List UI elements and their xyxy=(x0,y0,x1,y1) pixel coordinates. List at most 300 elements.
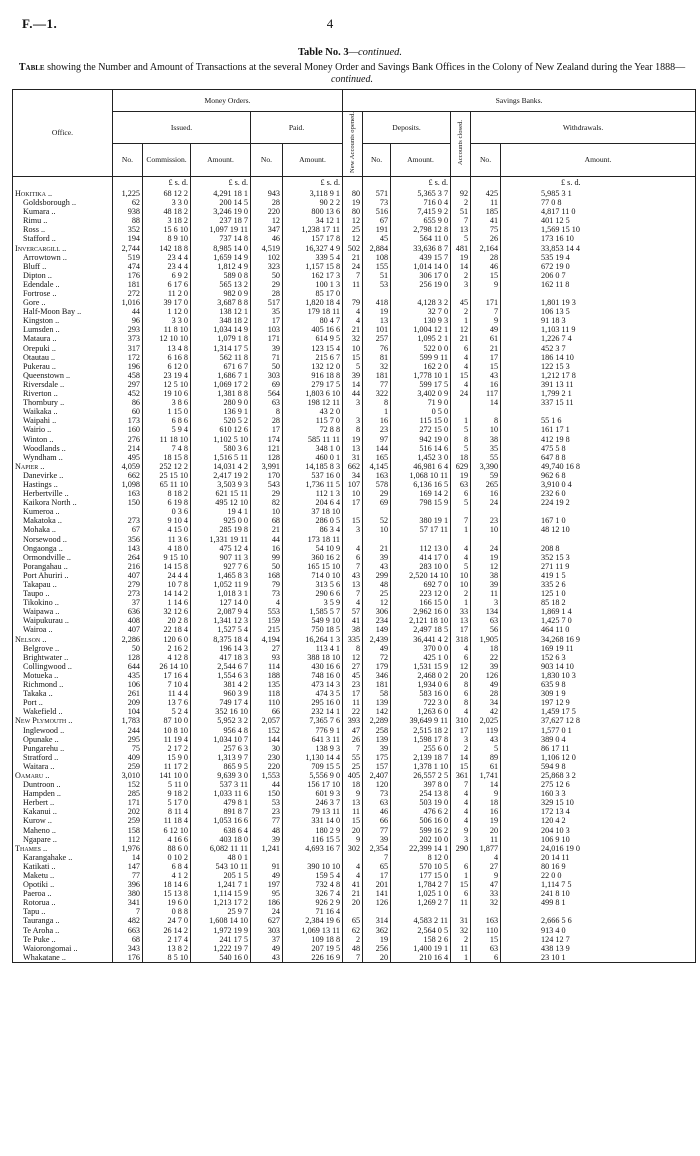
deposits-amount-cell: 476 6 2 xyxy=(391,807,451,816)
deposits-no-cell: 108 xyxy=(363,253,391,262)
paid-amount-cell: 430 16 6 xyxy=(283,662,343,671)
new-accounts-cell: 4 xyxy=(343,862,363,871)
paid-amount-cell: 180 2 9 xyxy=(283,826,343,835)
table-row xyxy=(13,944,696,953)
table-row xyxy=(13,280,696,289)
accounts-closed-cell: 310 xyxy=(451,716,471,725)
commission-cell: 2 17 4 xyxy=(143,935,191,944)
accounts-closed-cell: 2 xyxy=(451,744,471,753)
issued-no-cell: 295 xyxy=(113,735,143,744)
new-accounts-cell: 302 xyxy=(343,844,363,853)
withdrawals-no-cell: 9 xyxy=(471,789,501,798)
commission-cell: 3 18 2 xyxy=(143,216,191,225)
issued-amount-cell: 610 12 6 xyxy=(191,425,251,434)
paid-no-cell: 37 xyxy=(251,935,283,944)
issued-no-cell: 435 xyxy=(113,671,143,680)
withdrawals-amount-cell: 1,106 12 0 xyxy=(501,753,696,762)
paid-amount-cell: 1,130 14 4 xyxy=(283,753,343,762)
issued-no-cell: 150 xyxy=(113,498,143,507)
paid-amount-cell: 1,157 15 8 xyxy=(283,262,343,271)
deposits-no-cell: 19 xyxy=(363,307,391,316)
issued-amount-cell: 5,952 3 2 xyxy=(191,716,251,725)
issued-amount-cell: 381 4 2 xyxy=(191,680,251,689)
commission-cell: 11 18 10 xyxy=(143,435,191,444)
withdrawals-no-cell: 26 xyxy=(471,234,501,243)
withdrawals-no-cell: 1,741 xyxy=(471,771,501,780)
issued-amount-cell: 540 16 0 xyxy=(191,953,251,963)
table-row xyxy=(13,453,696,462)
deposits-amount-cell: 2,139 18 7 xyxy=(391,753,451,762)
withdrawals-amount-cell: 173 16 10 xyxy=(501,234,696,243)
withdrawals-no-cell: 39 xyxy=(471,580,501,589)
issued-no-cell: 261 xyxy=(113,689,143,698)
table-row xyxy=(13,298,696,307)
office-cell: Rimu .. xyxy=(13,216,113,225)
new-accounts-cell: 11 xyxy=(343,807,363,816)
withdrawals-amount-cell: 172 13 4 xyxy=(501,807,696,816)
commission-cell: 9 18 2 xyxy=(143,789,191,798)
issued-no-cell: 67 xyxy=(113,525,143,534)
deposits-no-cell: 165 xyxy=(363,453,391,462)
new-accounts-cell: 12 xyxy=(343,216,363,225)
deposits-no-cell: 346 xyxy=(363,671,391,680)
new-accounts-cell: 12 xyxy=(343,653,363,662)
withdrawals-no-cell: 16 xyxy=(471,807,501,816)
withdrawals-amount-header: Amount. xyxy=(501,144,696,177)
paid-amount-cell: 85 17 0 xyxy=(283,289,343,298)
issued-amount-cell: 2,417 19 2 xyxy=(191,471,251,480)
new-accounts-cell: 14 xyxy=(343,380,363,389)
accounts-closed-cell: 2 xyxy=(451,198,471,207)
paid-no-cell: 4 xyxy=(251,598,283,607)
unit-issued-amount: £ s. d. xyxy=(191,176,251,189)
paid-no-cell: 564 xyxy=(251,389,283,398)
issued-no-cell: 407 xyxy=(113,625,143,634)
withdrawals-amount-cell: 337 15 11 xyxy=(501,398,696,407)
issued-no-cell: 273 xyxy=(113,589,143,598)
issued-no-cell: 458 xyxy=(113,371,143,380)
issued-no-cell: 272 xyxy=(113,289,143,298)
commission-cell: 11 19 4 xyxy=(143,735,191,744)
commission-cell: 11 3 6 xyxy=(143,535,191,544)
paid-amount-cell: 156 17 10 xyxy=(283,780,343,789)
new-accounts-cell: 19 xyxy=(343,435,363,444)
table-row xyxy=(13,380,696,389)
withdrawals-no-cell: 163 xyxy=(471,916,501,925)
paid-amount-cell: 5,556 9 0 xyxy=(283,771,343,780)
accounts-closed-cell: 14 xyxy=(451,262,471,271)
issued-amount-cell: 2,544 6 7 xyxy=(191,662,251,671)
office-cell: Ngapare .. xyxy=(13,835,113,844)
deposits-no-cell: 12 xyxy=(363,598,391,607)
withdrawals-amount-cell: 1,799 2 1 xyxy=(501,389,696,398)
new-accounts-cell: 20 xyxy=(343,898,363,907)
deposits-amount-cell: 380 19 1 xyxy=(391,516,451,525)
withdrawals-no-cell: 38 xyxy=(471,571,501,580)
paid-no-cell: 46 xyxy=(251,234,283,243)
paid-no-cell: 21 xyxy=(251,525,283,534)
paid-amount-cell: 204 6 4 xyxy=(283,498,343,507)
commission-cell: 15 13 8 xyxy=(143,889,191,898)
accounts-closed-cell: 15 xyxy=(451,762,471,771)
withdrawals-amount-cell: 224 19 2 xyxy=(501,498,696,507)
commission-cell: 39 17 0 xyxy=(143,298,191,307)
table-row xyxy=(13,507,696,516)
deposits-no-cell: 163 xyxy=(363,471,391,480)
deposits-amount-cell: 583 16 0 xyxy=(391,689,451,698)
issued-no-cell: 1,225 xyxy=(113,189,143,198)
table-row xyxy=(13,234,696,243)
withdrawals-no-cell: 28 xyxy=(471,253,501,262)
table-row xyxy=(13,598,696,607)
paid-no-cell xyxy=(251,853,283,862)
issued-amount-cell: 8,375 18 4 xyxy=(191,635,251,644)
issued-no-cell: 143 xyxy=(113,544,143,553)
paid-no-cell: 53 xyxy=(251,798,283,807)
paid-no-cell: 8 xyxy=(251,407,283,416)
withdrawals-amount-cell: 962 6 8 xyxy=(501,471,696,480)
accounts-closed-cell: 6 xyxy=(451,653,471,662)
issued-no-cell: 172 xyxy=(113,353,143,362)
deposits-no-cell: 17 xyxy=(363,871,391,880)
deposits-no-cell: 20 xyxy=(363,953,391,963)
deposits-amount-cell: 33,636 8 7 xyxy=(391,244,451,253)
issued-amount-cell: 1,102 5 10 xyxy=(191,435,251,444)
withdrawals-amount-cell: 535 19 4 xyxy=(501,253,696,262)
new-accounts-cell: 17 xyxy=(343,498,363,507)
issued-amount-cell: 621 15 11 xyxy=(191,489,251,498)
accounts-closed-cell: 2 xyxy=(451,271,471,280)
paid-amount-cell: 326 7 4 xyxy=(283,889,343,898)
deposits-no-cell: 141 xyxy=(363,889,391,898)
deposits-no-cell: 13 xyxy=(363,316,391,325)
paid-no-cell: 186 xyxy=(251,898,283,907)
accounts-closed-cell: 51 xyxy=(451,207,471,216)
new-accounts-cell: 7 xyxy=(343,589,363,598)
withdrawals-amount-cell xyxy=(501,907,696,916)
paid-no-cell: 215 xyxy=(251,625,283,634)
commission-cell: 17 16 4 xyxy=(143,671,191,680)
deposits-no-cell: 362 xyxy=(363,926,391,935)
deposits-amount-cell: 283 10 0 xyxy=(391,562,451,571)
commission-cell: 14 15 8 xyxy=(143,562,191,571)
office-cell: Belgrove .. xyxy=(13,644,113,653)
paid-amount-cell: 159 5 4 xyxy=(283,871,343,880)
new-accounts-cell: 48 xyxy=(343,944,363,953)
table-row xyxy=(13,762,696,771)
office-cell: Lumsden .. xyxy=(13,325,113,334)
withdrawals-no-cell: 63 xyxy=(471,616,501,625)
issued-amount-cell: 1,034 10 7 xyxy=(191,735,251,744)
table-row xyxy=(13,680,696,689)
withdrawals-no-cell: 20 xyxy=(471,826,501,835)
commission-cell: 0 8 8 xyxy=(143,907,191,916)
accounts-closed-cell: 14 xyxy=(451,753,471,762)
office-cell: Napier .. xyxy=(13,462,113,471)
office-cell: Thames .. xyxy=(13,844,113,853)
commission-cell: 12 10 10 xyxy=(143,334,191,343)
paid-no-cell: 23 xyxy=(251,807,283,816)
deposits-amount-cell: 1,452 3 0 xyxy=(391,453,451,462)
withdrawals-no-cell: 1,877 xyxy=(471,844,501,853)
issued-amount-cell: 982 0 9 xyxy=(191,289,251,298)
table-row xyxy=(13,726,696,735)
withdrawals-amount-cell: 22 0 0 xyxy=(501,871,696,880)
withdrawals-amount-cell: 206 0 7 xyxy=(501,271,696,280)
commission-cell: 6 12 10 xyxy=(143,826,191,835)
table-title-main: Table No. 3 xyxy=(297,47,349,58)
deposits-amount-cell xyxy=(391,907,451,916)
accounts-closed-cell: 481 xyxy=(451,244,471,253)
withdrawals-no-cell: 33 xyxy=(471,889,501,898)
paid-amount-cell: 748 16 0 xyxy=(283,671,343,680)
commission-cell: 3 3 0 xyxy=(143,316,191,325)
paid-no-cell: 63 xyxy=(251,398,283,407)
table-row xyxy=(13,798,696,807)
issued-no-cell: 264 xyxy=(113,553,143,562)
new-accounts-cell: 4 xyxy=(343,544,363,553)
table-row xyxy=(13,671,696,680)
withdrawals-no-cell xyxy=(471,535,501,544)
accounts-closed-cell xyxy=(451,507,471,516)
paid-amount-cell: 246 3 7 xyxy=(283,798,343,807)
deposits-amount-cell: 1,014 14 0 xyxy=(391,262,451,271)
withdrawals-no-cell: 42 xyxy=(471,707,501,716)
paid-no-cell: 152 xyxy=(251,726,283,735)
withdrawals-amount-cell xyxy=(501,535,696,544)
withdrawals-amount-cell: 122 15 3 xyxy=(501,362,696,371)
accounts-closed-cell: 3 xyxy=(451,735,471,744)
issued-no-cell: 293 xyxy=(113,325,143,334)
office-cell: Riverton .. xyxy=(13,389,113,398)
table-row xyxy=(13,935,696,944)
new-accounts-cell: 7 xyxy=(343,271,363,280)
new-accounts-cell: 3 xyxy=(343,525,363,534)
withdrawals-no-cell: 16 xyxy=(471,489,501,498)
issued-no-cell: 662 xyxy=(113,471,143,480)
table-row xyxy=(13,771,696,780)
commission-cell: 12 5 10 xyxy=(143,380,191,389)
office-cell: Nelson .. xyxy=(13,635,113,644)
office-cell: Waitara .. xyxy=(13,762,113,771)
deposits-amount-cell: 716 0 4 xyxy=(391,198,451,207)
paid-amount-cell: 115 7 0 xyxy=(283,416,343,425)
withdrawals-no-header: No. xyxy=(471,144,501,177)
accounts-closed-cell: 4 xyxy=(451,816,471,825)
accounts-closed-cell: 1 xyxy=(451,598,471,607)
issued-amount-cell: 8,985 14 0 xyxy=(191,244,251,253)
commission-cell: 4 15 0 xyxy=(143,525,191,534)
table-row xyxy=(13,625,696,634)
issued-amount-header: Amount. xyxy=(191,144,251,177)
withdrawals-amount-cell: 169 19 11 xyxy=(501,644,696,653)
deposits-amount-cell: 7,415 9 2 xyxy=(391,207,451,216)
withdrawals-no-cell: 63 xyxy=(471,944,501,953)
commission-cell: 15 9 0 xyxy=(143,753,191,762)
deposits-no-cell: 191 xyxy=(363,225,391,234)
withdrawals-amount-cell: 464 11 0 xyxy=(501,625,696,634)
issued-amount-cell: 237 18 7 xyxy=(191,216,251,225)
subtitle-lead: Table xyxy=(18,62,45,73)
table-row xyxy=(13,616,696,625)
accounts-closed-cell: 21 xyxy=(451,334,471,343)
commission-cell: 24 4 4 xyxy=(143,571,191,580)
new-accounts-cell: 393 xyxy=(343,716,363,725)
withdrawals-amount-cell: 499 8 1 xyxy=(501,898,696,907)
accounts-closed-cell xyxy=(451,407,471,416)
paid-amount-header: Amount. xyxy=(283,144,343,177)
office-cell: Kaikora North .. xyxy=(13,498,113,507)
office-cell: Brightwater .. xyxy=(13,653,113,662)
deposits-amount-cell: 162 2 0 xyxy=(391,362,451,371)
issued-amount-cell: 48 0 1 xyxy=(191,853,251,862)
withdrawals-amount-cell: 391 13 11 xyxy=(501,380,696,389)
accounts-closed-cell: 8 xyxy=(451,435,471,444)
paid-no-cell: 50 xyxy=(251,271,283,280)
commission-header: Commission. xyxy=(143,144,191,177)
withdrawals-no-cell: 8 xyxy=(471,416,501,425)
issued-no-cell: 1,783 xyxy=(113,716,143,725)
withdrawals-amount-cell: 161 17 1 xyxy=(501,425,696,434)
issued-amount-cell: 907 11 3 xyxy=(191,553,251,562)
paid-no-cell: 44 xyxy=(251,535,283,544)
deposits-no-cell: 58 xyxy=(363,689,391,698)
table-row xyxy=(13,389,696,398)
table-row xyxy=(13,853,696,862)
paid-amount-cell: 926 2 9 xyxy=(283,898,343,907)
issued-amount-cell: 925 0 0 xyxy=(191,516,251,525)
new-accounts-cell: 4 xyxy=(343,871,363,880)
withdrawals-amount-cell: 152 6 3 xyxy=(501,653,696,662)
accounts-closed-cell: 19 xyxy=(451,471,471,480)
new-accounts-cell: 41 xyxy=(343,616,363,625)
table-row xyxy=(13,207,696,216)
withdrawals-no-cell: 41 xyxy=(471,216,501,225)
withdrawals-no-cell: 134 xyxy=(471,607,501,616)
office-cell: Kumara .. xyxy=(13,207,113,216)
unit-withdrawals-amount: £ s. d. xyxy=(501,176,696,189)
withdrawals-no-cell: 34 xyxy=(471,698,501,707)
accounts-closed-cell: 4 xyxy=(451,362,471,371)
new-accounts-cell: 4 xyxy=(343,316,363,325)
office-cell: Collingwood .. xyxy=(13,662,113,671)
office-cell: Waipawa .. xyxy=(13,607,113,616)
table-row xyxy=(13,244,696,253)
deposits-no-cell: 314 xyxy=(363,916,391,925)
paid-amount-cell: 1,238 17 11 xyxy=(283,225,343,234)
paid-no-cell: 170 xyxy=(251,471,283,480)
issued-amount-cell: 1,686 7 1 xyxy=(191,371,251,380)
paid-no-cell: 102 xyxy=(251,253,283,262)
deposits-amount-cell: 306 17 0 xyxy=(391,271,451,280)
paid-amount-cell: 1,069 13 11 xyxy=(283,926,343,935)
office-cell: Hastings .. xyxy=(13,480,113,489)
paid-amount-cell: 34 12 1 xyxy=(283,216,343,225)
paid-no-cell: 220 xyxy=(251,762,283,771)
commission-cell: 120 6 0 xyxy=(143,635,191,644)
office-cell: Richmond .. xyxy=(13,680,113,689)
withdrawals-no-cell: 89 xyxy=(471,753,501,762)
accounts-closed-cell: 4 xyxy=(451,544,471,553)
table-row xyxy=(13,607,696,616)
office-cell: Takaka .. xyxy=(13,689,113,698)
accounts-closed-cell: 18 xyxy=(451,453,471,462)
deposits-amount-cell: 439 15 7 xyxy=(391,253,451,262)
table-row xyxy=(13,325,696,334)
deposits-amount-cell: 32 7 0 xyxy=(391,307,451,316)
new-accounts-cell: 13 xyxy=(343,798,363,807)
paid-no-cell: 93 xyxy=(251,653,283,662)
issued-amount-cell: 1,331 19 11 xyxy=(191,535,251,544)
issued-no-cell: 452 xyxy=(113,389,143,398)
withdrawals-no-cell xyxy=(471,289,501,298)
office-cell: Port .. xyxy=(13,698,113,707)
commission-cell: 23 19 4 xyxy=(143,371,191,380)
withdrawals-no-cell: 61 xyxy=(471,334,501,343)
deposits-no-cell: 139 xyxy=(363,735,391,744)
withdrawals-no-cell: 12 xyxy=(471,562,501,571)
deposits-amount-cell: 272 15 0 xyxy=(391,425,451,434)
deposits-no-cell: 2,884 xyxy=(363,244,391,253)
issued-no-cell: 273 xyxy=(113,516,143,525)
deposits-no-cell: 76 xyxy=(363,344,391,353)
withdrawals-amount-cell: 4,817 11 0 xyxy=(501,207,696,216)
accounts-closed-cell: 5 xyxy=(451,498,471,507)
new-accounts-cell: 3 xyxy=(343,398,363,407)
issued-no-cell: 194 xyxy=(113,234,143,243)
deposits-amount-cell: 202 10 0 xyxy=(391,835,451,844)
withdrawals-amount-cell: 1,569 15 10 xyxy=(501,225,696,234)
issued-amount-cell: 138 12 1 xyxy=(191,307,251,316)
deposits-no-cell: 29 xyxy=(363,489,391,498)
withdrawals-no-cell: 18 xyxy=(471,644,501,653)
accounts-closed-cell: 6 xyxy=(451,862,471,871)
new-accounts-cell: 13 xyxy=(343,444,363,453)
withdrawals-amount-cell: 913 4 0 xyxy=(501,926,696,935)
new-accounts-cell: 41 xyxy=(343,880,363,889)
commission-cell: 4 18 0 xyxy=(143,544,191,553)
issued-no-cell: 216 xyxy=(113,562,143,571)
deposits-no-cell: 306 xyxy=(363,607,391,616)
issued-amount-cell: 1,213 17 2 xyxy=(191,898,251,907)
deposits-no-cell: 101 xyxy=(363,325,391,334)
new-accounts-cell: 44 xyxy=(343,389,363,398)
issued-no-cell: 408 xyxy=(113,616,143,625)
deposits-no-cell: 139 xyxy=(363,698,391,707)
deposits-amount-cell: 1,025 1 0 xyxy=(391,889,451,898)
withdrawals-no-cell: 126 xyxy=(471,671,501,680)
table-row xyxy=(13,535,696,544)
paid-amount-cell: 1,585 5 7 xyxy=(283,607,343,616)
withdrawals-no-cell: 22 xyxy=(471,653,501,662)
commission-cell: 0 10 2 xyxy=(143,853,191,862)
commission-cell: 15 6 10 xyxy=(143,225,191,234)
paid-no-cell: 168 xyxy=(251,571,283,580)
withdrawals-no-cell: 43 xyxy=(471,735,501,744)
paid-no-cell: 28 xyxy=(251,289,283,298)
commission-cell: 10 8 10 xyxy=(143,726,191,735)
new-accounts-cell: 20 xyxy=(343,826,363,835)
withdrawals-no-cell: 24 xyxy=(471,498,501,507)
table-subtitle xyxy=(12,62,692,86)
withdrawals-amount-cell: 106 9 10 xyxy=(501,835,696,844)
commission-cell: 6 12 0 xyxy=(143,362,191,371)
paid-amount-cell: 226 16 9 xyxy=(283,953,343,963)
commission-cell: 22 18 4 xyxy=(143,625,191,634)
commission-cell: 87 10 0 xyxy=(143,716,191,725)
withdrawals-no-cell: 24 xyxy=(471,544,501,553)
issued-amount-cell: 475 12 4 xyxy=(191,544,251,553)
